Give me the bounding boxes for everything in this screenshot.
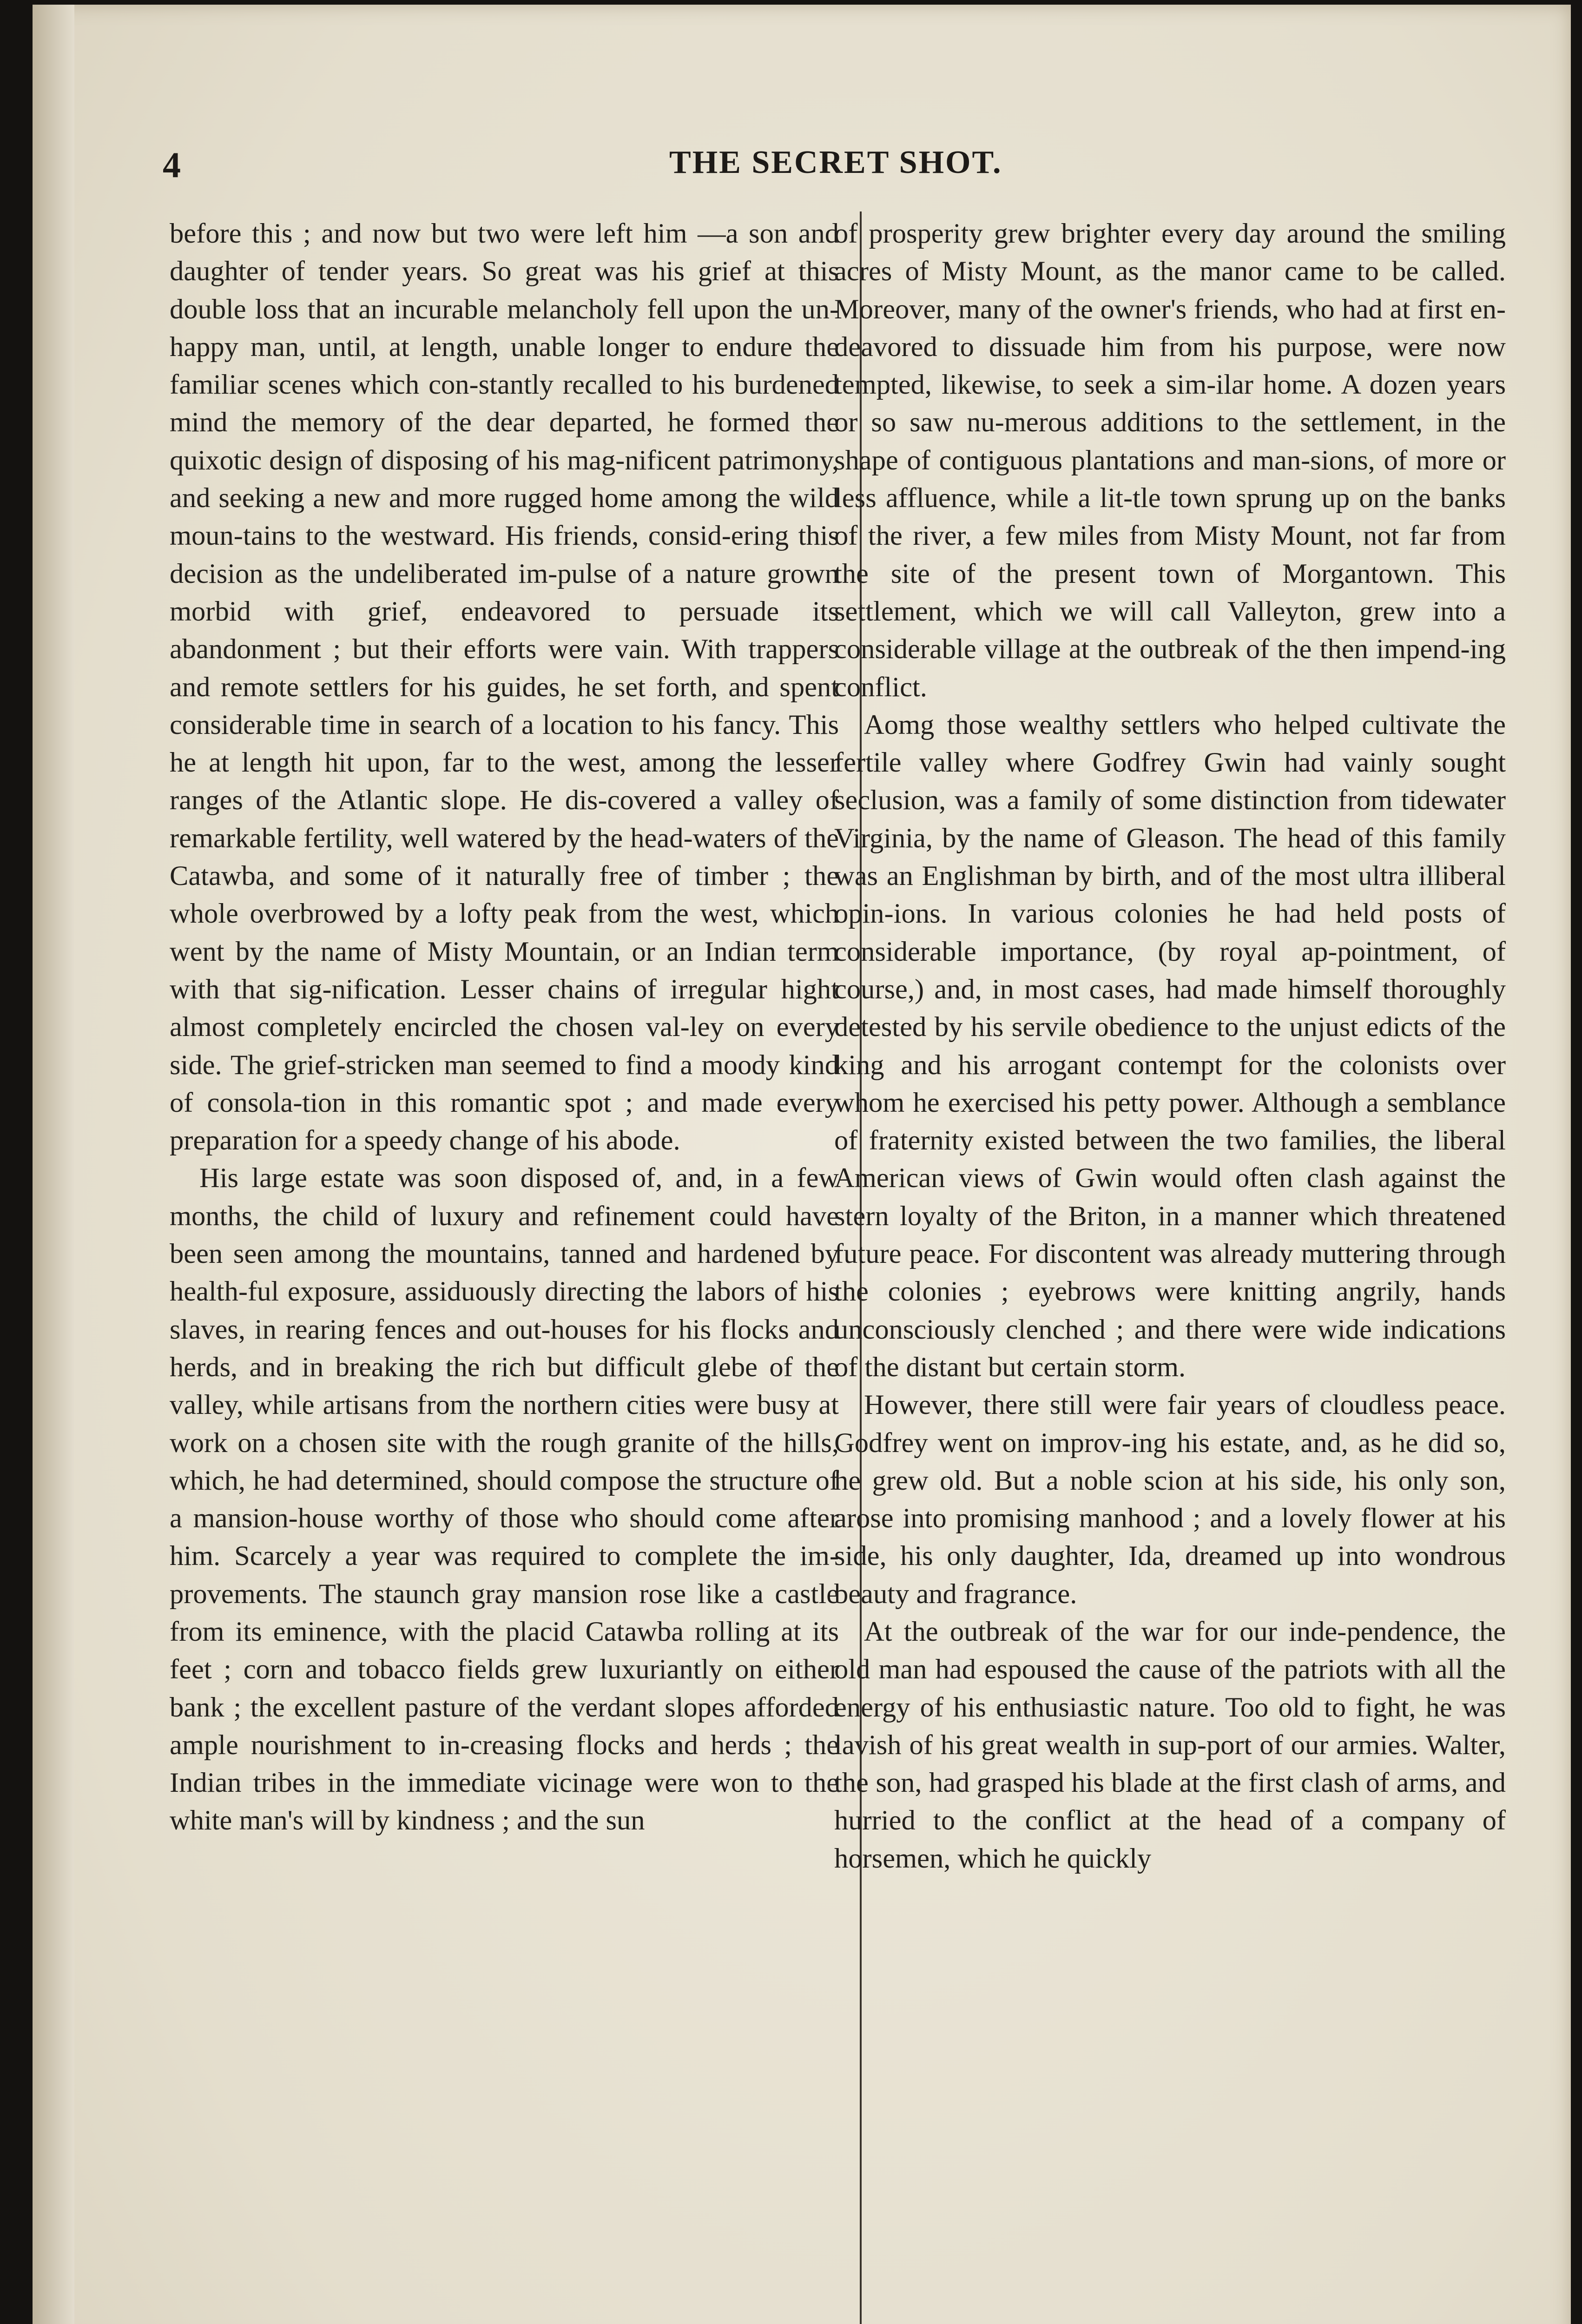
running-head-title: THE SECRET SHOT. <box>669 145 1002 180</box>
left-text-column <box>170 215 839 1840</box>
right-paragraph-2: Aomg those wealthy settlers who helped cultivate the fertile valley where Godfrey Gwin had vainly sought seclusion, was a family of some distinction from tidewater Virginia, by the name of Gleason. The head of this family was an Englishman by birth, and of the most ultra illiberal opin-ions. In various colonies he had held posts of considerable importance, (by royal ap-pointment, of course,) and, in most cases, had made himself thoroughly detested by his servile obedience to the unjust edicts of the king and his arrogant contempt for the colonists over whom he exercised his petty power. Although a semblance of fraternity existed between the two families, the liberal American views of Gwin would often clash against the stern loyalty of the Briton, in a manner which threatened future peace. For discontent was already muttering through the colonies ; eyebrows were knitting angrily, hands unconsciously clenched ; and there were wide indications of the distant but certain storm. <box>834 709 1506 1383</box>
left-paragraph-2: His large estate was soon disposed of, and, in a few months, the child of luxury and refinement could have been seen among the mountains, tanned and hardened by health-ful exposure, assiduously directing the labors of his slaves, in rearing fences and out-houses for his flocks and herds, and in breaking the rich but difficult glebe of the valley, while artisans from the northern cities were busy at work on a chosen site with the rough granite of the hills, which, he had determined, should compose the structure of a mansion-house worthy of those who should come after him. Scarcely a year was required to complete the im-provements. The staunch gray mansion rose like a castle from its eminence, with the placid Catawba rolling at its feet ; corn and tobacco fields grew luxuriantly on either bank ; the excellent pasture of the verdant slopes afforded ample nourishment to in-creasing flocks and herds ; the Indian tribes in the immediate vicinage were won to the white man's will by kindness ; and the sun <box>170 1162 839 1836</box>
left-paragraph-1: before this ; and now but two were left him —a son and daughter of tender years. So great was his grief at this double loss that an incurable melancholy fell upon the un-happy man, until, at length, unable longer to endure the familiar scenes which con-stantly recalled to his burdened mind the memory of the dear departed, he formed the quixotic design of disposing of his mag-nificent patrimony, and seeking a new and more rugged home among the wild moun-tains to the westward. His friends, consid-ering this decision as the undeliberated im-pulse of a nature grown morbid with grief, endeavored to persuade its abandonment ; but their efforts were vain. With trappers and remote settlers for his guides, he set forth, and spent considerable time in search of a location to his fancy. This he at length hit upon, far to the west, among the lesser ranges of the Atlantic slope. He dis-covered a valley of remarkable fertility, well watered by the head-waters of the Catawba, and some of it naturally free of timber ; the whole overbrowed by a lofty peak from the west, which went by the name of Misty Mountain, or an Indian term with that sig-nification. Lesser chains of irregular hight almost completely encircled the chosen val-ley on every side. The grief-stricken man seemed to find a moody kind of consola-tion in this romantic spot ; and made every preparation for a speedy change of his abode. <box>170 218 839 1156</box>
right-paragraph-4: At the outbreak of the war for our inde-pendence, the old man had espoused the cause of the patriots with all the energy of his enthusiastic nature. Too old to fight, he was lavish of his great wealth in sup-port of our armies. Walter, the son, had grasped his blade at the first clash of arms, and hurried to the conflict at the head of a company of horsemen, which he quickly <box>834 1616 1506 1874</box>
page-number: 4 <box>163 145 181 185</box>
right-text-column <box>834 215 1506 1877</box>
page-binding-shadow <box>33 5 74 2324</box>
right-paragraph-1: of prosperity grew brighter every day around the smiling acres of Misty Mount, as the manor came to be called. Moreover, many of the owner's friends, who had at first en-deavored to dissuade him from his purpose, were now tempted, likewise, to seek a sim-ilar home. A dozen years or so saw nu-merous additions to the settlement, in the shape of contiguous plantations and man-sions, of more or less affluence, while a lit-tle town sprung up on the banks of the river, a few miles from Misty Mount, not far from the site of the present town of Morgantown. This settlement, which we will call Valleyton, grew into a considerable village at the outbreak of the then impend-ing conflict. <box>834 218 1506 703</box>
right-paragraph-3: However, there still were fair years of cloudless peace. Godfrey went on improv-ing his estate, and, as he did so, he grew old. But a noble scion at his side, his only son, arose into promising manhood ; and a lovely flower at his side, his only daughter, Ida, dreamed up into wondrous beauty and fragrance. <box>834 1389 1506 1610</box>
